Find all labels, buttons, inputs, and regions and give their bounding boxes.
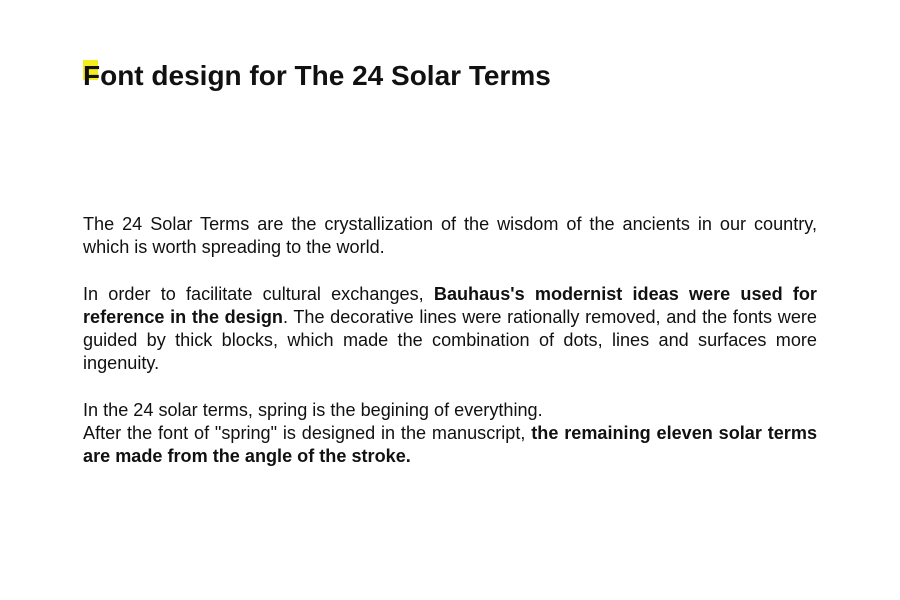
- body-text: [83, 213, 817, 468]
- paragraph-bauhaus-lead: In order to facilitate cultural exchanges,: [83, 283, 434, 304]
- paragraph-bauhaus-emphasis: Bauhaus's modernist ideas were used for reference in the design: [83, 283, 817, 327]
- paragraph-intro: The 24 Solar Terms are the crystallization of the wisdom of the ancients in our country, which is worth spreading to the world.: [83, 214, 817, 258]
- page-title: Font design for The 24 Solar Terms: [83, 60, 551, 91]
- title-block: [83, 56, 551, 96]
- paragraph-bauhaus-rest: . The decorative lines were rationally removed, and the fonts were guided by thick blocks, which made the combination of dots, lines and surfaces more ingenuity.: [83, 306, 817, 374]
- paragraph-stroke: [83, 422, 817, 468]
- paragraph-bauhaus: [83, 283, 817, 376]
- paragraph-stroke-emphasis: the remaining eleven solar terms are made from the angle of the stroke.: [83, 422, 818, 466]
- paragraph-spring: In the 24 solar terms, spring is the begining of everything.: [83, 399, 543, 420]
- paragraph-stroke-lead: After the font of "spring" is designed in the manuscript,: [83, 422, 532, 443]
